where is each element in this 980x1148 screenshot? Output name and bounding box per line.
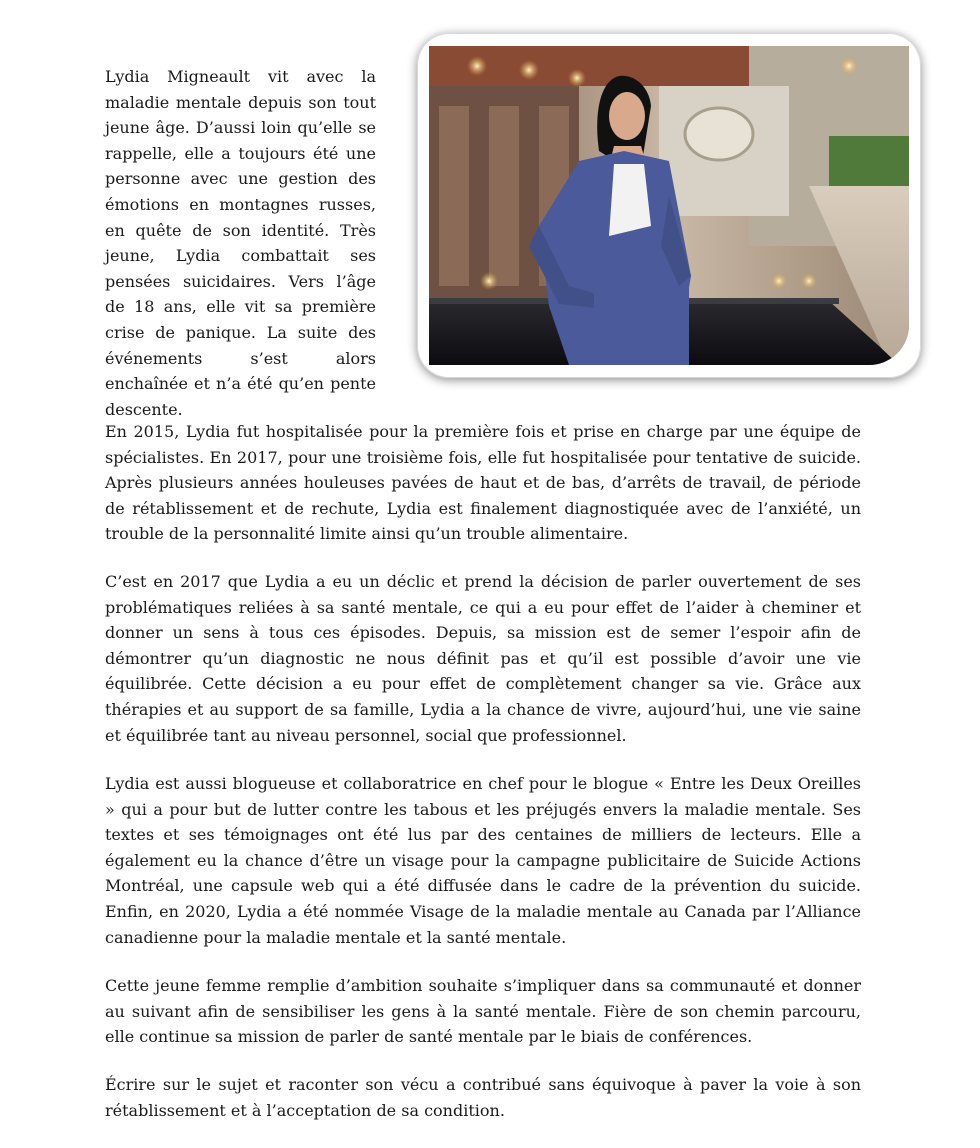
portrait-photo <box>429 46 909 365</box>
portrait-photo-frame <box>417 33 921 378</box>
paragraph-ambition: Cette jeune femme remplie d’ambition souhaite s’impliquer dans sa communauté et donner au suivant afin de sensibiliser les gens à la santé mentale. Fière de son chemin parcouru, elle continue sa mission de parler de santé mentale par le biais de conférences. <box>105 976 861 1047</box>
paragraph-ecrire: Écrire sur le sujet et raconter son vécu a contribué sans équivoque à paver la voie à son rétablissement et à l’acceptation de sa condition. <box>105 1075 861 1120</box>
intro-paragraph: Lydia Migneault vit avec la maladie mentale depuis son tout jeune âge. D’aussi loin qu’elle se rappelle, elle a toujours été une personne avec une gestion des émotions en montagnes russes, en quête de son identité. Très jeune, Lydia combattait ses pensées suicidaires. Vers l’âge de 18 ans, elle vit sa première crise de panique. La suite des événements s’est alors enchaînée et n’a été qu’en pente descente. <box>105 67 376 419</box>
paragraph-declic: C’est en 2017 que Lydia a eu un déclic et prend la décision de parler ouvertement de ses problématiques reliées à sa santé mentale, ce qui a eu pour effet de l’aider à cheminer et donner un sens à tous ces épisodes. Depuis, sa mission est de semer l’espoir afin de démontrer qu’un diagnostic ne nous définit pas et qu’il est possible d’avoir une vie équilibrée. Cette décision a eu pour effet de complètement changer sa vie. Grâce aux thérapies et au support de sa famille, Lydia a la chance de vivre, aujourd’hui, une vie saine et équilibrée tant au niveau personnel, social que professionnel. <box>105 572 861 745</box>
paragraph-hospitalisation: En 2015, Lydia fut hospitalisée pour la première fois et prise en charge par une équipe de spécialistes. En 2017, pour une troisième fois, elle fut hospitalisée pour tentative de suicide. Après plusieurs années houleuses pavées de haut et de bas, d’arrêts de travail, de période de rétablissement et de rechute, Lydia est finalement diagnostiquée avec de l’anxiété, un trouble de la personnalité limite ainsi qu’un trouble alimentaire. <box>105 422 861 544</box>
paragraph-blogue: Lydia est aussi blogueuse et collaboratrice en chef pour le blogue « Entre les Deux Oreilles » qui a pour but de lutter contre les tabous et les préjugés envers la maladie mentale. Ses textes et ses témoignages ont été lus par des centaines de milliers de lecteurs. Elle a également eu la chance d’être un visage pour la campagne publicitaire de Suicide Actions Montréal, une capsule web qui a été diffusée dans le cadre de la prévention du suicide. Enfin, en 2020, Lydia a été nommée Visage de la maladie mentale au Canada par l’Alliance canadienne pour la maladie mentale et la santé mentale. <box>105 774 861 947</box>
